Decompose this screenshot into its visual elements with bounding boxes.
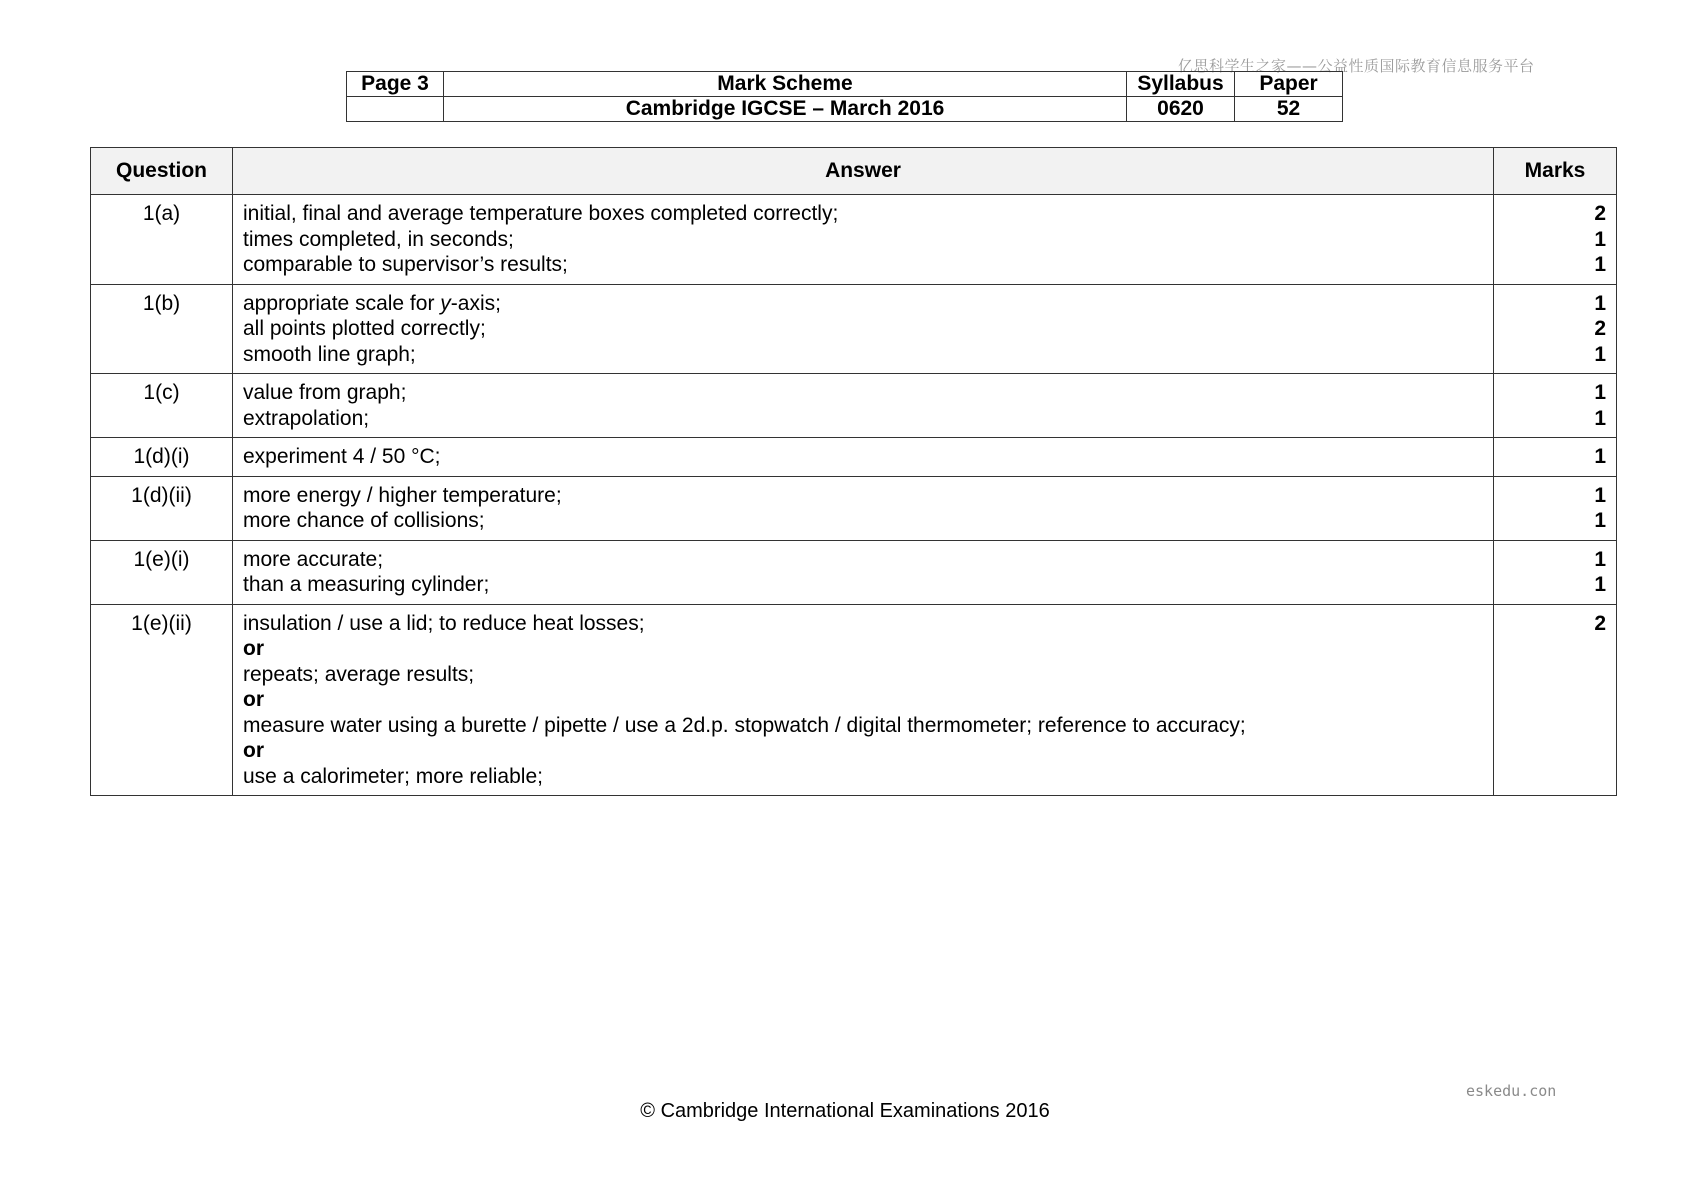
answer-line: experiment 4 / 50 °C; [243,445,441,468]
table-row [91,540,1617,604]
mark-scheme-table [90,147,1617,796]
mark-value: 2 [1594,202,1606,225]
answer-line: value from graph; [243,381,407,404]
marks-cell [1494,604,1617,796]
marks-cell [1494,374,1617,438]
mark-value: 1 [1594,509,1606,532]
answer-line: all points plotted correctly; [243,317,486,340]
answer-cell [233,604,1494,796]
question-header: Question [91,148,233,195]
table-body [91,195,1617,796]
answer-cell [233,195,1494,285]
marks-cell [1494,195,1617,285]
mark-value: 1 [1594,547,1606,571]
table-header-row [91,148,1617,195]
marks-cell [1494,540,1617,604]
syllabus-label: Syllabus [1127,72,1235,97]
paper-label: Paper [1235,72,1343,97]
mark-value: 1 [1594,227,1606,251]
alternative-or: or [243,637,264,660]
empty-cell [347,97,444,122]
table-row [91,374,1617,438]
answer-line: measure water using a burette / pipette / use a 2d.p. stopwatch / digital thermometer; reference to accuracy; [243,713,1246,737]
answer-cell [233,438,1494,477]
exam-title: Cambridge IGCSE – March 2016 [444,97,1127,122]
answer-line: more accurate; [243,547,384,571]
table-row [91,438,1617,477]
answer-line: extrapolation; [243,406,370,430]
alternative-or: or [243,688,264,711]
syllabus-code: 0620 [1127,97,1235,122]
mark-value: 1 [1594,342,1606,366]
answer-line: smooth line graph; [243,342,416,366]
table-row [91,195,1617,285]
question-cell: 1(e)(ii) [91,604,233,796]
mark-value: 1 [1594,483,1606,507]
marks-cell [1494,438,1617,477]
mark-value: 1 [1594,253,1606,276]
answer-cell [233,284,1494,374]
answer-line: repeats; average results; [243,662,475,686]
paper-number: 52 [1235,97,1343,122]
copyright-footer: © Cambridge International Examinations 2016 [640,1100,1050,1122]
mark-value: 1 [1594,406,1606,430]
marks-cell [1494,476,1617,540]
answer-line: comparable to supervisor’s results; [243,253,568,276]
mark-value: 2 [1594,611,1606,635]
answer-line: initial, final and average temperature boxes completed correctly; [243,202,839,225]
answer-line: insulation / use a lid; to reduce heat losses; [243,611,645,635]
answer-line: appropriate scale for y-axis; [243,291,501,315]
mark-scheme-label: Mark Scheme [444,72,1127,97]
table-row [91,604,1617,796]
marks-cell [1494,284,1617,374]
answer-line: more energy / higher temperature; [243,483,562,507]
question-cell: 1(b) [91,284,233,374]
watermark-text: 亿思科学生之家——公益性质国际教育信息服务平台 [1178,57,1535,75]
mark-value: 1 [1594,445,1606,468]
question-cell: 1(d)(i) [91,438,233,477]
answer-header: Answer [233,148,1494,195]
answer-cell [233,374,1494,438]
answer-line: than a measuring cylinder; [243,573,490,596]
question-cell: 1(a) [91,195,233,285]
table-row [91,476,1617,540]
answer-cell [233,476,1494,540]
answer-line: more chance of collisions; [243,509,485,532]
answer-line: times completed, in seconds; [243,227,514,251]
page-number: Page 3 [347,72,444,97]
table-row [91,284,1617,374]
mark-value: 1 [1594,381,1606,404]
mark-value: 1 [1594,291,1606,315]
marks-header: Marks [1494,148,1617,195]
answer-cell [233,540,1494,604]
answer-line: use a calorimeter; more reliable; [243,764,543,788]
question-cell: 1(c) [91,374,233,438]
watermark-domain: eskedu.con [1466,1082,1557,1100]
question-cell: 1(d)(ii) [91,476,233,540]
document-header [346,71,1343,122]
mark-value: 2 [1594,317,1606,340]
mark-value: 1 [1594,573,1606,596]
alternative-or: or [243,739,264,762]
question-cell: 1(e)(i) [91,540,233,604]
